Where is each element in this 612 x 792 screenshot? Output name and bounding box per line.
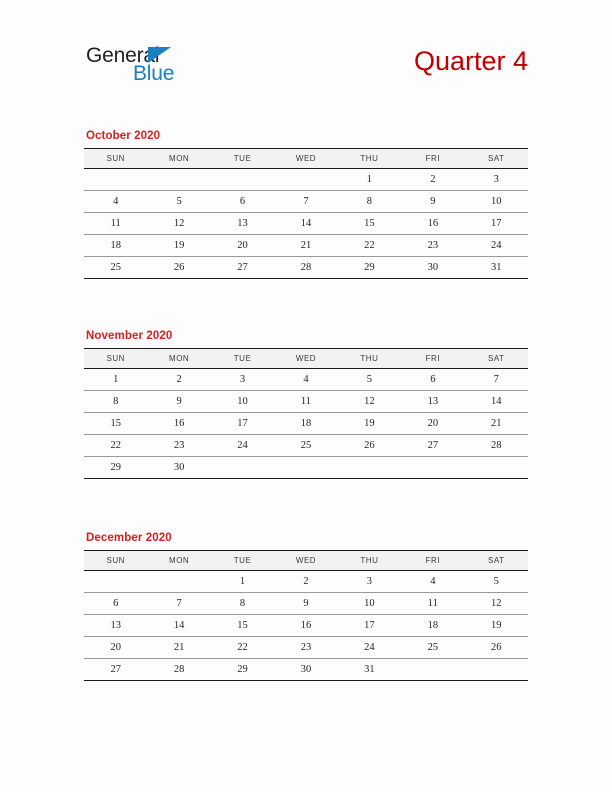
day-cell-empty bbox=[147, 571, 210, 593]
day-cell[interactable]: 8 bbox=[338, 191, 401, 213]
day-cell[interactable]: 17 bbox=[338, 615, 401, 637]
page-title: Quarter 4 bbox=[413, 46, 528, 76]
month-title: November 2020 bbox=[86, 330, 173, 342]
day-cell[interactable]: 24 bbox=[211, 435, 274, 457]
day-cell[interactable]: 13 bbox=[401, 391, 464, 413]
day-cell[interactable]: 27 bbox=[211, 257, 274, 279]
weekday-header-row bbox=[84, 149, 528, 169]
weekday-header-mon: MON bbox=[147, 349, 210, 369]
day-cell[interactable]: 3 bbox=[338, 571, 401, 593]
day-cell[interactable]: 5 bbox=[338, 369, 401, 391]
month-section-october bbox=[84, 130, 528, 279]
day-cell[interactable]: 6 bbox=[84, 593, 147, 615]
calendar-body bbox=[84, 369, 528, 479]
weekday-header-fri: FRI bbox=[401, 551, 464, 571]
weekday-header-thu: THU bbox=[338, 349, 401, 369]
day-cell[interactable]: 20 bbox=[401, 413, 464, 435]
page-header bbox=[84, 38, 528, 100]
day-cell[interactable]: 21 bbox=[465, 413, 528, 435]
month-title: October 2020 bbox=[86, 130, 161, 142]
day-cell[interactable]: 27 bbox=[401, 435, 464, 457]
day-cell[interactable]: 19 bbox=[465, 615, 528, 637]
day-cell[interactable]: 6 bbox=[211, 191, 274, 213]
day-cell[interactable]: 1 bbox=[211, 571, 274, 593]
day-cell[interactable]: 14 bbox=[274, 213, 337, 235]
day-cell[interactable]: 11 bbox=[274, 391, 337, 413]
day-cell[interactable]: 2 bbox=[274, 571, 337, 593]
calendar-week-row bbox=[84, 391, 528, 413]
calendar-table-november bbox=[84, 348, 528, 479]
day-cell[interactable]: 29 bbox=[211, 659, 274, 681]
day-cell[interactable]: 13 bbox=[211, 213, 274, 235]
day-cell-empty bbox=[147, 169, 210, 191]
weekday-header-sun: SUN bbox=[84, 349, 147, 369]
calendar-week-row bbox=[84, 637, 528, 659]
day-cell[interactable]: 23 bbox=[147, 435, 210, 457]
day-cell[interactable]: 23 bbox=[274, 637, 337, 659]
day-cell[interactable]: 22 bbox=[338, 235, 401, 257]
day-cell[interactable]: 30 bbox=[401, 257, 464, 279]
day-cell[interactable]: 15 bbox=[211, 615, 274, 637]
day-cell[interactable]: 15 bbox=[338, 213, 401, 235]
day-cell[interactable]: 14 bbox=[465, 391, 528, 413]
day-cell[interactable]: 18 bbox=[401, 615, 464, 637]
day-cell[interactable]: 27 bbox=[84, 659, 147, 681]
weekday-header-row bbox=[84, 349, 528, 369]
day-cell-empty bbox=[465, 659, 528, 681]
calendar-week-row bbox=[84, 213, 528, 235]
weekday-header-wed: WED bbox=[274, 349, 337, 369]
day-cell[interactable]: 11 bbox=[84, 213, 147, 235]
day-cell[interactable]: 5 bbox=[465, 571, 528, 593]
day-cell[interactable]: 12 bbox=[147, 213, 210, 235]
calendar-week-row bbox=[84, 457, 528, 479]
day-cell[interactable]: 16 bbox=[401, 213, 464, 235]
logo-text-general: General bbox=[86, 44, 160, 67]
day-cell-empty bbox=[274, 457, 337, 479]
day-cell[interactable]: 22 bbox=[211, 637, 274, 659]
day-cell[interactable]: 18 bbox=[84, 235, 147, 257]
day-cell[interactable]: 1 bbox=[84, 369, 147, 391]
weekday-header-fri: FRI bbox=[401, 349, 464, 369]
day-cell[interactable]: 26 bbox=[147, 257, 210, 279]
day-cell[interactable]: 9 bbox=[274, 593, 337, 615]
day-cell[interactable]: 10 bbox=[211, 391, 274, 413]
day-cell-empty bbox=[84, 169, 147, 191]
day-cell-empty bbox=[465, 457, 528, 479]
day-cell[interactable]: 31 bbox=[338, 659, 401, 681]
day-cell[interactable]: 25 bbox=[274, 435, 337, 457]
day-cell[interactable]: 4 bbox=[274, 369, 337, 391]
day-cell[interactable]: 28 bbox=[274, 257, 337, 279]
day-cell[interactable]: 28 bbox=[147, 659, 210, 681]
day-cell[interactable]: 7 bbox=[274, 191, 337, 213]
day-cell[interactable]: 3 bbox=[211, 369, 274, 391]
day-cell-empty bbox=[274, 169, 337, 191]
day-cell[interactable]: 6 bbox=[401, 369, 464, 391]
day-cell[interactable]: 4 bbox=[401, 571, 464, 593]
day-cell[interactable]: 7 bbox=[147, 593, 210, 615]
weekday-header-tue: TUE bbox=[211, 349, 274, 369]
day-cell[interactable]: 7 bbox=[465, 369, 528, 391]
day-cell[interactable]: 3 bbox=[465, 169, 528, 191]
day-cell[interactable]: 9 bbox=[147, 391, 210, 413]
day-cell[interactable]: 17 bbox=[465, 213, 528, 235]
month-section-november bbox=[84, 330, 528, 479]
day-cell[interactable]: 10 bbox=[338, 593, 401, 615]
day-cell[interactable]: 8 bbox=[84, 391, 147, 413]
weekday-header-thu: THU bbox=[338, 149, 401, 169]
calendar-body bbox=[84, 169, 528, 279]
weekday-header-thu: THU bbox=[338, 551, 401, 571]
calendar-week-row bbox=[84, 169, 528, 191]
day-cell[interactable]: 12 bbox=[338, 391, 401, 413]
calendar-week-row bbox=[84, 191, 528, 213]
day-cell[interactable]: 11 bbox=[401, 593, 464, 615]
general-blue-logo bbox=[84, 38, 294, 94]
day-cell[interactable]: 13 bbox=[84, 615, 147, 637]
weekday-header-sat: SAT bbox=[465, 551, 528, 571]
day-cell[interactable]: 9 bbox=[401, 191, 464, 213]
weekday-header-tue: TUE bbox=[211, 551, 274, 571]
day-cell[interactable]: 26 bbox=[465, 637, 528, 659]
logo-triangle-icon bbox=[148, 47, 171, 63]
day-cell[interactable]: 12 bbox=[465, 593, 528, 615]
day-cell[interactable]: 23 bbox=[401, 235, 464, 257]
day-cell-empty bbox=[211, 169, 274, 191]
day-cell[interactable]: 25 bbox=[401, 637, 464, 659]
weekday-header-fri: FRI bbox=[401, 149, 464, 169]
day-cell[interactable]: 20 bbox=[211, 235, 274, 257]
calendar-week-row bbox=[84, 659, 528, 681]
calendar-week-row bbox=[84, 435, 528, 457]
calendar-week-row bbox=[84, 413, 528, 435]
calendar-table-december bbox=[84, 550, 528, 681]
day-cell-empty bbox=[338, 457, 401, 479]
weekday-header-row bbox=[84, 551, 528, 571]
day-cell[interactable]: 4 bbox=[84, 191, 147, 213]
weekday-header-sat: SAT bbox=[465, 149, 528, 169]
calendar-week-row bbox=[84, 235, 528, 257]
day-cell[interactable]: 26 bbox=[338, 435, 401, 457]
day-cell[interactable]: 2 bbox=[147, 369, 210, 391]
day-cell[interactable]: 14 bbox=[147, 615, 210, 637]
day-cell-empty bbox=[211, 457, 274, 479]
weekday-header-mon: MON bbox=[147, 551, 210, 571]
day-cell[interactable]: 22 bbox=[84, 435, 147, 457]
day-cell[interactable]: 28 bbox=[465, 435, 528, 457]
calendar-week-row bbox=[84, 257, 528, 279]
day-cell[interactable]: 21 bbox=[274, 235, 337, 257]
weekday-header-sat: SAT bbox=[465, 349, 528, 369]
day-cell[interactable]: 17 bbox=[211, 413, 274, 435]
day-cell[interactable]: 19 bbox=[338, 413, 401, 435]
day-cell[interactable]: 21 bbox=[147, 637, 210, 659]
day-cell[interactable]: 30 bbox=[147, 457, 210, 479]
day-cell[interactable]: 19 bbox=[147, 235, 210, 257]
day-cell[interactable]: 24 bbox=[465, 235, 528, 257]
month-title: December 2020 bbox=[86, 532, 172, 544]
weekday-header-tue: TUE bbox=[211, 149, 274, 169]
day-cell[interactable]: 16 bbox=[147, 413, 210, 435]
weekday-header-mon: MON bbox=[147, 149, 210, 169]
calendar-week-row bbox=[84, 593, 528, 615]
day-cell[interactable]: 2 bbox=[401, 169, 464, 191]
calendar-week-row bbox=[84, 571, 528, 593]
calendar-body bbox=[84, 571, 528, 681]
day-cell[interactable]: 29 bbox=[338, 257, 401, 279]
day-cell[interactable]: 31 bbox=[465, 257, 528, 279]
weekday-header-wed: WED bbox=[274, 149, 337, 169]
calendar-table-october bbox=[84, 148, 528, 279]
day-cell[interactable]: 16 bbox=[274, 615, 337, 637]
calendar-week-row bbox=[84, 369, 528, 391]
day-cell[interactable]: 24 bbox=[338, 637, 401, 659]
day-cell[interactable]: 10 bbox=[465, 191, 528, 213]
day-cell[interactable]: 29 bbox=[84, 457, 147, 479]
weekday-header-sun: SUN bbox=[84, 149, 147, 169]
weekday-header-sun: SUN bbox=[84, 551, 147, 571]
day-cell[interactable]: 8 bbox=[211, 593, 274, 615]
weekday-header-wed: WED bbox=[274, 551, 337, 571]
day-cell[interactable]: 30 bbox=[274, 659, 337, 681]
day-cell-empty bbox=[84, 571, 147, 593]
day-cell-empty bbox=[401, 457, 464, 479]
day-cell[interactable]: 18 bbox=[274, 413, 337, 435]
day-cell[interactable]: 15 bbox=[84, 413, 147, 435]
day-cell[interactable]: 25 bbox=[84, 257, 147, 279]
day-cell[interactable]: 5 bbox=[147, 191, 210, 213]
day-cell[interactable]: 20 bbox=[84, 637, 147, 659]
logo-text-blue: Blue bbox=[133, 62, 175, 85]
day-cell-empty bbox=[401, 659, 464, 681]
month-section-december bbox=[84, 532, 528, 681]
day-cell[interactable]: 1 bbox=[338, 169, 401, 191]
calendar-week-row bbox=[84, 615, 528, 637]
